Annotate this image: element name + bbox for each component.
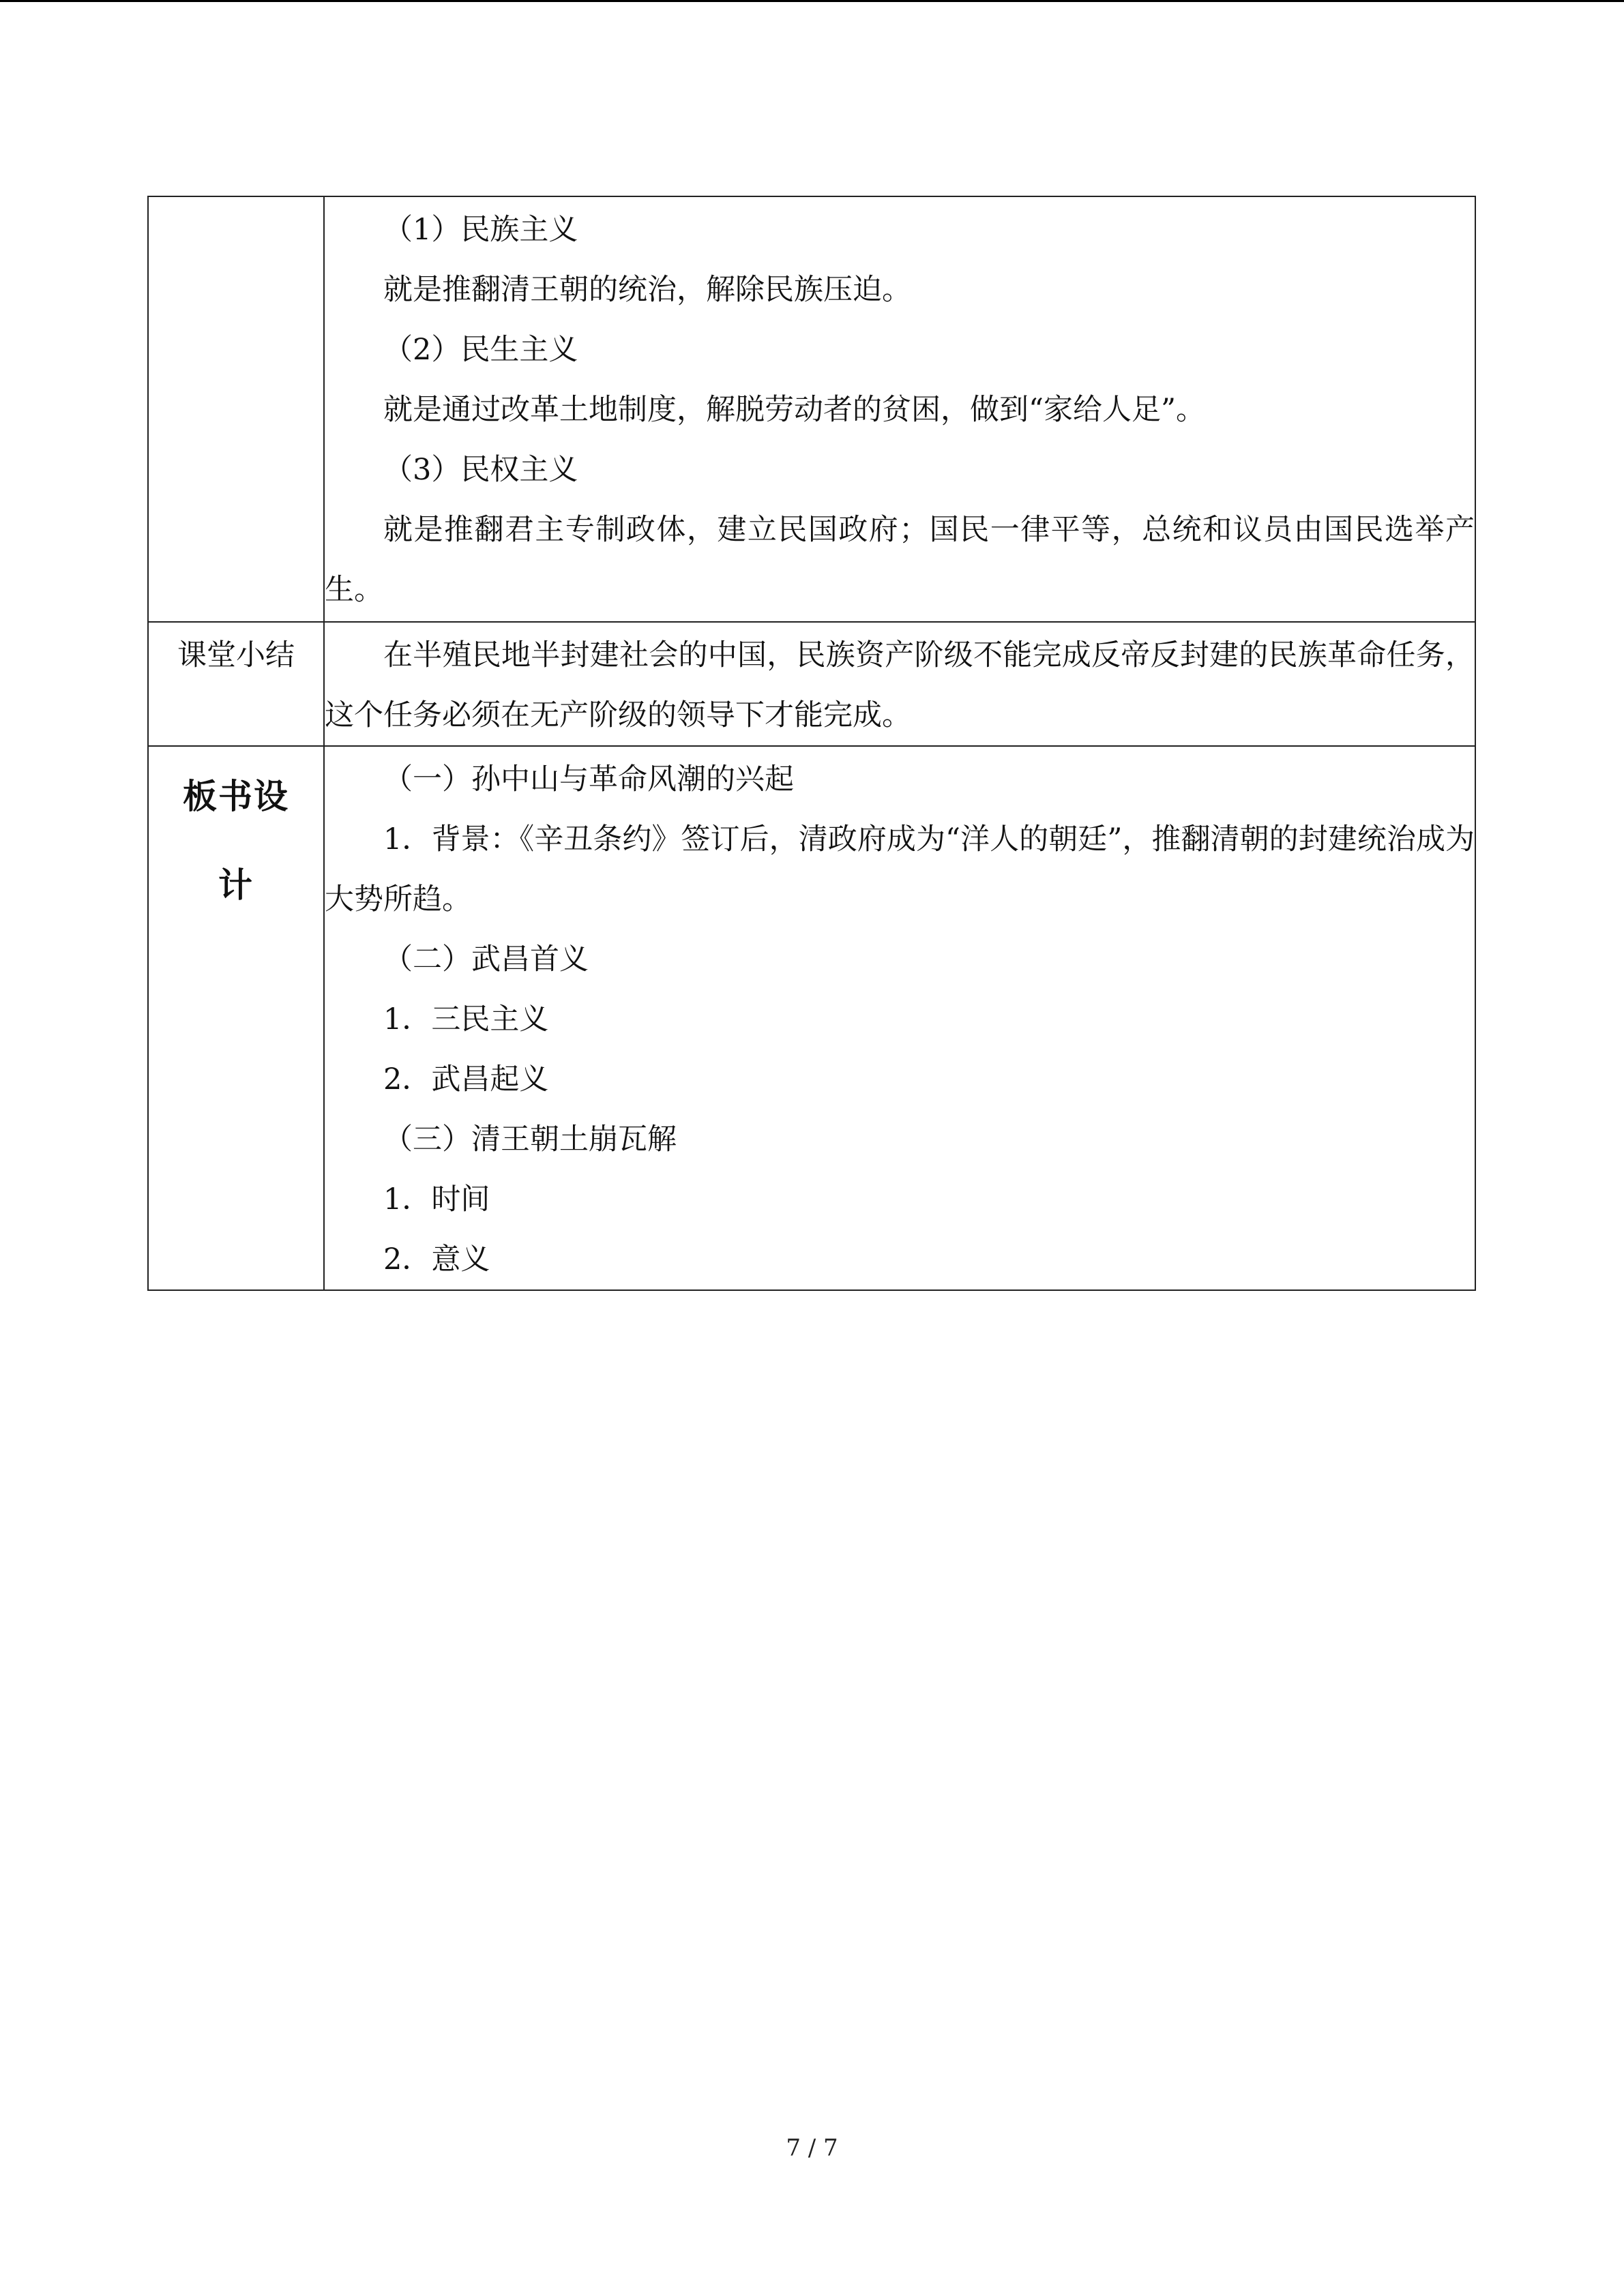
board-design-label-cell bbox=[148, 746, 324, 1290]
principle-heading-livelihood: （2）民生主义 bbox=[383, 333, 578, 367]
summary-text: 在半殖民地半封建社会的中国，民族资产阶级不能完成反帝反封建的民族革命任务，这个任务必须在无产阶级的领导下才能完成。 bbox=[325, 638, 1475, 732]
outline-item: 2．武昌起义 bbox=[383, 1062, 549, 1097]
outline-heading-3: （三）清王朝土崩瓦解 bbox=[383, 1122, 677, 1157]
table-row bbox=[148, 622, 1475, 746]
principle-heading-nationalism: （1）民族主义 bbox=[383, 213, 578, 247]
outline-item-background: 1．背景：《辛丑条约》签订后，清政府成为“洋人的朝廷”，推翻清朝的封建统治成为大势所趋。 bbox=[325, 822, 1475, 916]
principle-text-democracy: 就是推翻君主专制政体，建立民国政府；国民一律平等，总统和议员由国民选举产生。 bbox=[325, 513, 1475, 607]
principles-content-cell bbox=[324, 196, 1475, 622]
outline-item: 2．意义 bbox=[383, 1242, 490, 1277]
summary-label-cell bbox=[148, 622, 324, 746]
table-row bbox=[148, 196, 1475, 622]
board-design-label-line2: 计 bbox=[218, 865, 254, 905]
outline-heading-1: （一）孙中山与革命风潮的兴起 bbox=[383, 762, 794, 796]
outline-heading-2: （二）武昌首义 bbox=[383, 942, 589, 976]
row-label-cell bbox=[148, 196, 324, 622]
outline-item: 1．时间 bbox=[383, 1182, 490, 1217]
page-top-border bbox=[0, 0, 1624, 2]
summary-content-cell bbox=[324, 622, 1475, 746]
board-design-content-cell bbox=[324, 746, 1475, 1290]
lesson-plan-table bbox=[147, 196, 1476, 1291]
outline-item: 1．三民主义 bbox=[383, 1002, 549, 1037]
page-number: 7 / 7 bbox=[786, 2134, 838, 2162]
principle-text-livelihood: 就是通过改革土地制度，解脱劳动者的贫困，做到“家给人足”。 bbox=[383, 393, 1205, 427]
board-design-label-line1: 板书设 bbox=[183, 777, 289, 816]
principle-heading-democracy: （3）民权主义 bbox=[383, 453, 578, 487]
table-row bbox=[148, 746, 1475, 1290]
board-design-label bbox=[149, 747, 323, 929]
summary-label: 课堂小结 bbox=[177, 638, 295, 672]
principle-text-nationalism: 就是推翻清王朝的统治，解除民族压迫。 bbox=[383, 273, 911, 307]
